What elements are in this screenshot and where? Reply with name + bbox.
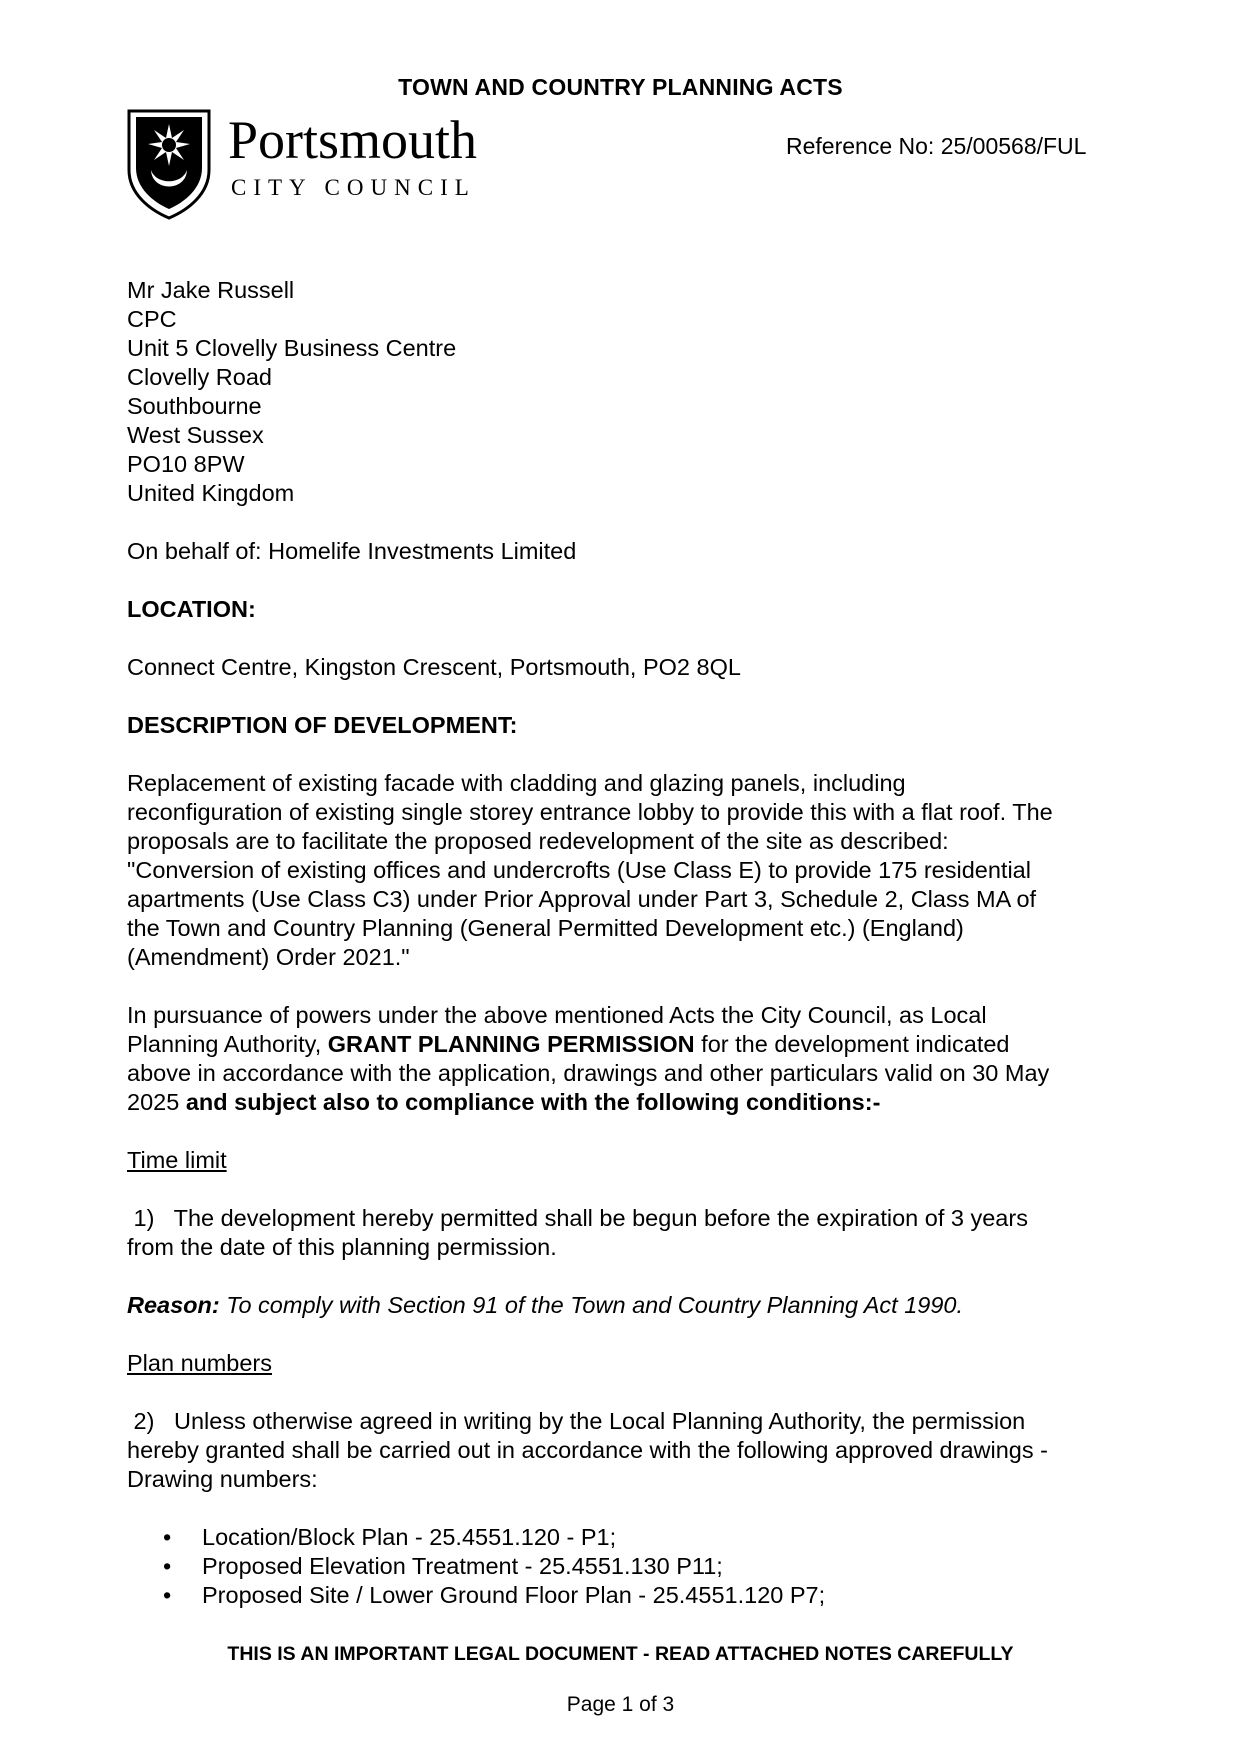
decision-line: In pursuance of powers under the above mentioned Acts the City Council, as Local (127, 1002, 987, 1028)
bullet-icon: • (163, 1582, 172, 1608)
condition-1-line: from the date of this planning permission. (127, 1234, 557, 1260)
recipient-address (127, 276, 1127, 508)
address-line: Mr Jake Russell (127, 277, 295, 303)
bullet-icon: • (163, 1524, 172, 1550)
crest-icon (126, 108, 212, 220)
logo-name: Portsmouth (228, 110, 478, 170)
drawings-list (127, 1523, 1127, 1610)
council-logo (126, 108, 506, 224)
on-behalf-of: On behalf of: Homelife Investments Limited (127, 538, 577, 564)
description-line: apartments (Use Class C3) under Prior Approval under Part 3, Schedule 2, Class MA of (127, 886, 1037, 912)
location-text: Connect Centre, Kingston Crescent, Portsmouth, PO2 8QL (127, 654, 741, 680)
condition-2-line: Drawing numbers: (127, 1466, 318, 1492)
document-title: TOWN AND COUNTRY PLANNING ACTS (398, 74, 843, 100)
grant-permission: GRANT PLANNING PERMISSION (327, 1031, 695, 1057)
decision-line: above in accordance with the application, drawings and other particulars valid on 30 May (127, 1060, 1050, 1086)
description-heading: DESCRIPTION OF DEVELOPMENT: (127, 712, 518, 738)
logo-subtitle: CITY COUNCIL (231, 175, 476, 200)
conditions-clause: and subject also to compliance with the following conditions:- (185, 1089, 881, 1115)
bullet-icon: • (163, 1553, 172, 1579)
description-line: Replacement of existing facade with cladding and glazing panels, including (127, 770, 906, 796)
address-line: Southbourne (127, 393, 262, 419)
condition-2-line: hereby granted shall be carried out in accordance with the following approved drawings - (127, 1437, 1048, 1463)
location-heading: LOCATION: (127, 596, 256, 622)
address-line: PO10 8PW (127, 451, 245, 477)
list-item: • Location/Block Plan - 25.4551.120 - P1; (163, 1524, 617, 1550)
description-line: reconfiguration of existing single storey entrance lobby to provide this with a flat roof. The (127, 799, 1053, 825)
address-line: Clovelly Road (127, 364, 272, 390)
description-line: proposals are to facilitate the proposed redevelopment of the site as described: (127, 828, 949, 854)
list-item: • Proposed Site / Lower Ground Floor Plan - 25.4551.120 P7; (163, 1582, 826, 1608)
decision-line: 2025 and subject also to compliance with the following conditions:- (127, 1089, 881, 1115)
reference-number: Reference No: 25/00568/FUL (786, 133, 1087, 159)
list-item: • Proposed Elevation Treatment - 25.4551.130 P11; (163, 1553, 723, 1579)
page-number: Page 1 of 3 (566, 1693, 675, 1716)
description-line: the Town and Country Planning (General Permitted Development etc.) (England) (127, 915, 964, 941)
condition-1-reason: Reason: To comply with Section 91 of the Town and Country Planning Act 1990. (127, 1292, 964, 1318)
reason-label: Reason: (127, 1292, 220, 1318)
description-line: "Conversion of existing offices and undercrofts (Use Class E) to provide 175 residential (127, 857, 1031, 883)
condition-1-line: 1) The development hereby permitted shall be begun before the expiration of 3 years (127, 1205, 1028, 1231)
condition-2-line: 2) Unless otherwise agreed in writing by the Local Planning Authority, the permission (127, 1408, 1026, 1434)
description-line: (Amendment) Order 2021." (127, 944, 410, 970)
address-line: Unit 5 Clovelly Business Centre (127, 335, 457, 361)
decision-line: Planning Authority, GRANT PLANNING PERMISSION for the development indicated (127, 1031, 1010, 1057)
legal-warning: THIS IS AN IMPORTANT LEGAL DOCUMENT - READ ATTACHED NOTES CAREFULLY (227, 1643, 1014, 1665)
plan-numbers-heading: Plan numbers (127, 1350, 272, 1376)
address-line: West Sussex (127, 422, 264, 448)
letter-body (127, 276, 1127, 1610)
address-line: CPC (127, 306, 177, 332)
time-limit-heading: Time limit (127, 1147, 227, 1173)
address-line: United Kingdom (127, 480, 295, 506)
